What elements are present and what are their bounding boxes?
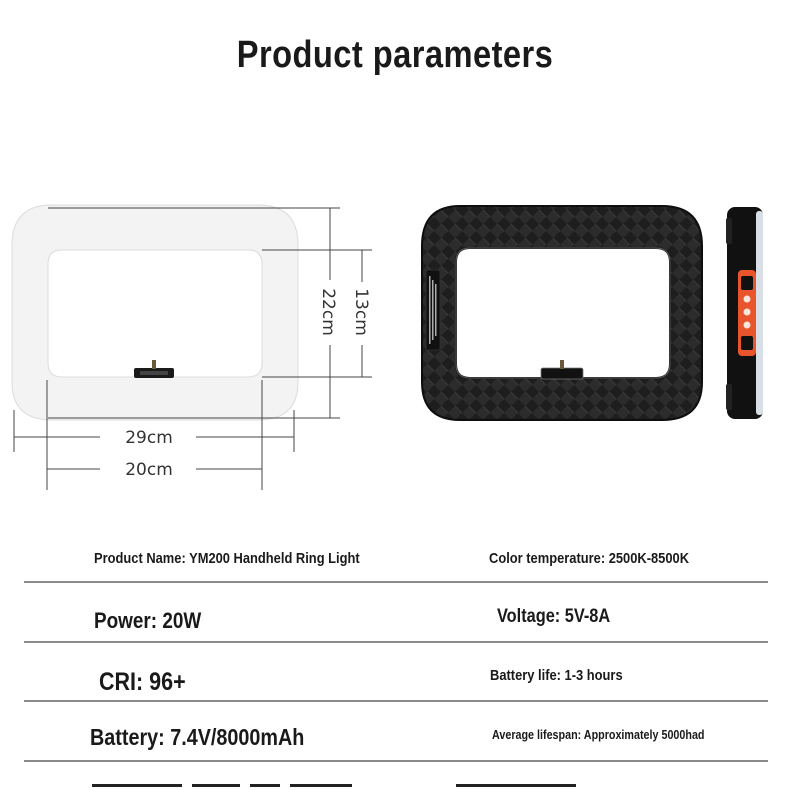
dim-width-inner: 20cm bbox=[125, 460, 173, 480]
back-view-shell bbox=[422, 206, 702, 420]
spec-color-temperature: Color temperature: 2500K-8500K bbox=[489, 550, 690, 567]
spec-lifespan: Average lifespan: Approximately 5000had bbox=[492, 728, 705, 742]
side-view bbox=[726, 207, 763, 419]
divider-2 bbox=[24, 641, 768, 643]
divider-1 bbox=[24, 581, 768, 583]
spec-battery-life: Battery life: 1-3 hours bbox=[490, 667, 623, 684]
divider-3 bbox=[24, 700, 768, 702]
cropped-text-row bbox=[92, 778, 652, 790]
control-panel bbox=[738, 270, 756, 356]
spec-product-name: Product Name: YM200 Handheld Ring Light bbox=[94, 550, 360, 567]
mount-clip bbox=[134, 360, 174, 378]
spec-voltage: Voltage: 5V-8A bbox=[497, 606, 611, 627]
divider-4 bbox=[24, 760, 768, 762]
front-view-light bbox=[12, 205, 298, 420]
spec-power: Power: 20W bbox=[94, 608, 202, 633]
dim-height-inner: 13cm bbox=[351, 288, 371, 336]
back-mount-clip bbox=[541, 360, 583, 379]
page-title: Product parameters bbox=[236, 34, 554, 76]
dim-height-outer: 22cm bbox=[318, 288, 338, 336]
dim-width-outer: 29cm bbox=[125, 428, 173, 448]
spec-cri: CRI: 96+ bbox=[99, 668, 186, 696]
spec-battery: Battery: 7.4V/8000mAh bbox=[90, 724, 305, 750]
